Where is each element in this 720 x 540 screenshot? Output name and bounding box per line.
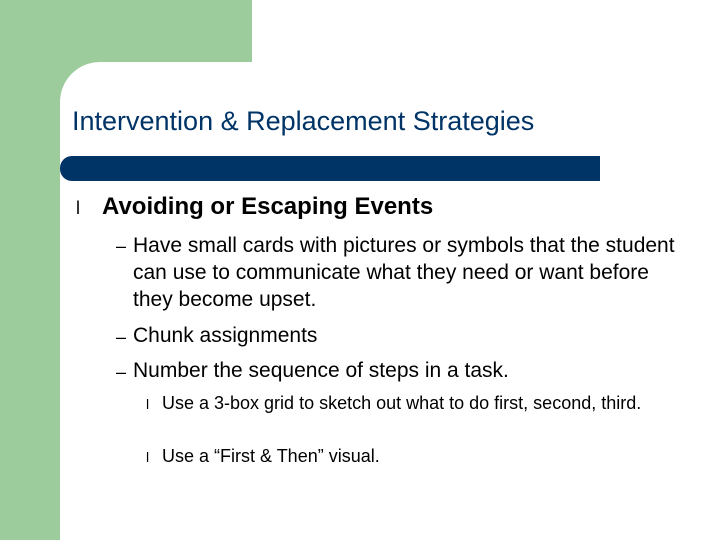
green-left-band	[0, 0, 60, 540]
bullet-icon: l	[76, 198, 80, 218]
dash-icon: –	[116, 236, 127, 256]
bullet-icon: l	[146, 449, 150, 465]
main-bullet-heading: Avoiding or Escaping Events	[102, 193, 434, 220]
bullet-icon: l	[146, 396, 150, 412]
list-item: Number the sequence of steps in a task.	[133, 359, 509, 382]
sub-list-item: Use a “First & Then” visual.	[162, 446, 380, 466]
title-bar	[60, 156, 600, 181]
dash-icon: –	[116, 327, 127, 347]
list-item: Chunk assignments	[133, 324, 318, 347]
slide-title: Intervention & Replacement Strategies	[72, 106, 535, 136]
dash-icon: –	[116, 362, 127, 382]
list-item: Have small cards with pictures or symbols that the student can use to communicate what they need or want before they become upset.	[133, 234, 675, 311]
sub-list-item: Use a 3-box grid to sketch out what to do first, second, third.	[162, 393, 642, 413]
